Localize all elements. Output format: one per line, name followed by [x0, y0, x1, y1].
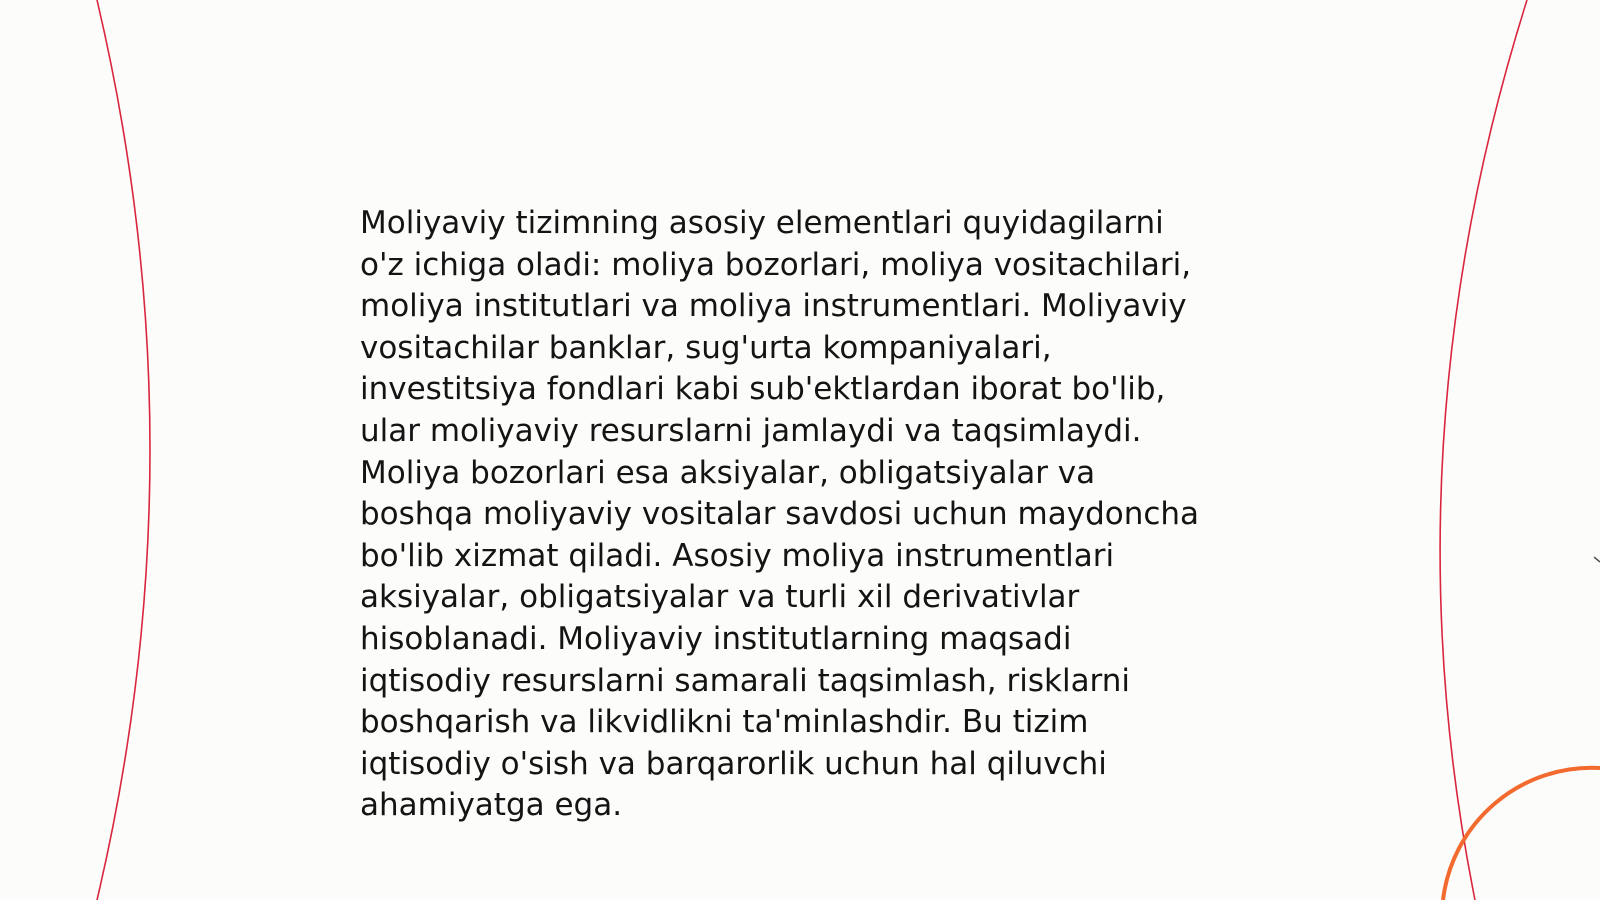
body-line: boshqarish va likvidlikni ta'minlashdir. Bu tizim: [360, 704, 1089, 741]
body-line: o'z ichiga oladi: moliya bozorlari, moliya vositachilari,: [360, 246, 1192, 283]
body-line: bo'lib xizmat qiladi. Asosiy moliya instrumentlari: [360, 537, 1115, 574]
left-curve-line: [97, 0, 150, 900]
orange-circle-arc: [1443, 768, 1600, 900]
right-curve-line: [1440, 0, 1527, 900]
small-marker: [1594, 557, 1600, 562]
body-line: Moliya bozorlari esa aksiyalar, obligatsiyalar va: [360, 454, 1096, 491]
body-line: hisoblanadi. Moliyaviy institutlarning maqsadi: [360, 620, 1072, 657]
body-line: ular moliyaviy resurslarni jamlaydi va taqsimlaydi.: [360, 412, 1142, 449]
body-line: iqtisodiy resurslarni samarali taqsimlash, risklarni: [360, 662, 1131, 699]
body-line: moliya institutlari va moliya instrumentlari. Moliyaviy: [360, 288, 1187, 325]
body-paragraph: [360, 203, 1240, 827]
body-line: boshqa moliyaviy vositalar savdosi uchun maydoncha: [360, 496, 1200, 533]
body-line: vositachilar banklar, sug'urta kompaniyalari,: [360, 329, 1052, 366]
body-line: Moliyaviy tizimning asosiy elementlari quyidagilarni: [360, 205, 1164, 241]
body-line: iqtisodiy o'sish va barqarorlik uchun hal qiluvchi: [360, 745, 1107, 782]
body-line: ahamiyatga ega.: [360, 787, 623, 824]
body-line: investitsiya fondlari kabi sub'ektlardan iborat bo'lib,: [360, 371, 1166, 408]
body-line: aksiyalar, obligatsiyalar va turli xil derivativlar: [360, 579, 1080, 616]
